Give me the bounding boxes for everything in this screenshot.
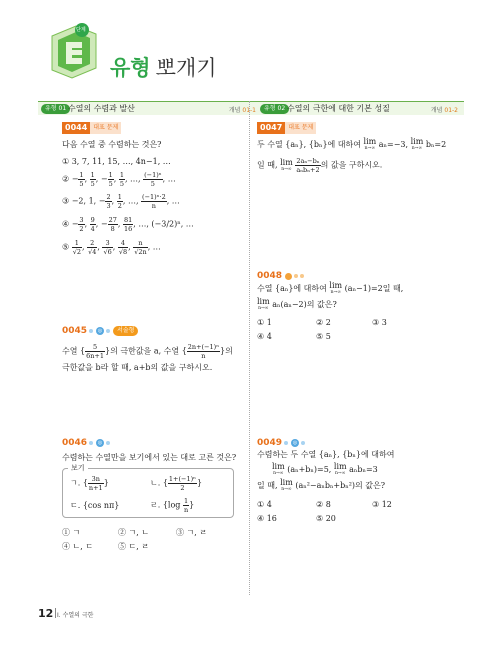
problem-tag-0045: 0045 ◎ 서술형 [62, 325, 138, 337]
section-title: 수열의 극한에 대한 기본 성질 [287, 104, 390, 113]
problem-tag-0048: 0048 [257, 270, 304, 282]
option-0049-3[interactable]: ③ 12 [372, 500, 392, 509]
difficulty-dot [284, 441, 288, 445]
option-0049-5[interactable]: ⑤ 20 [316, 514, 336, 523]
option-0044-5[interactable]: ⑤ $\frac{1}{√2}$ , $\frac{2}{√4}$ , $\frac{3}{√6}$ , $\frac{4}{√8}$ , $\frac{n}{√2n}$ , … [62, 239, 161, 256]
problem-tag-0047: 0047 대표 문제 [257, 122, 316, 134]
question-0045: 수열 { $\frac{5}{6n+1}$ }의 극한값을 a, 수열 { $\frac{\text{2n+(−1)ⁿ}}{n}$ }의 [62, 343, 233, 360]
difficulty-dot [301, 441, 305, 445]
bogi-item-1: ㄱ. { $\frac{3n}{n+1}$ } [70, 475, 109, 492]
difficulty-dot [106, 441, 110, 445]
medium-difficulty-icon: ◎ [97, 440, 103, 446]
medium-difficulty-icon: ◎ [97, 328, 103, 334]
difficulty-dot [89, 329, 93, 333]
section-ref: 개념 01-2 [430, 107, 458, 114]
option-0044-1[interactable]: ① 3, 7, 11, 15, …, 4n−1, … [62, 157, 171, 166]
stage-b-logo [46, 22, 104, 82]
question-0045-line2: 극한값을 b라 할 때, a+b의 값을 구하시오. [62, 363, 213, 372]
option-0048-4[interactable]: ④ 4 [257, 332, 272, 341]
section-pill: 유형 02 [260, 104, 289, 114]
bogi-label: 보기 [68, 463, 88, 473]
title-crush: 뽀개기 [155, 56, 217, 80]
section-bar-type02 [257, 101, 464, 115]
bogi-item-4: ㄹ. {log $\frac{1}{n}$ } [150, 497, 195, 514]
option-0046-1[interactable]: ① ㄱ [62, 528, 81, 537]
option-0048-2[interactable]: ② 2 [316, 318, 331, 327]
column-divider [249, 101, 250, 595]
option-0046-5[interactable]: ⑤ ㄷ, ㄹ [118, 542, 150, 551]
bogi-item-3: ㄷ. {cos nπ} [70, 501, 120, 510]
problem-tag-0046: 0046 ◎ [62, 437, 110, 449]
option-0049-2[interactable]: ② 8 [316, 500, 331, 509]
question-0049-line2: lim n→∞ (aₙ+bₙ)=5, lim n→∞ aₙbₙ=3 [272, 462, 378, 476]
easy-difficulty-icon [285, 273, 292, 280]
option-0044-2[interactable]: ② − $\frac{1}{5}$ , $\frac{1}{5}$ , − $\frac{1}{5}$ , $\frac{1}{5}$ , …, $\frac{\text{(−1)ⁿ}}{5}$ , … [62, 171, 176, 188]
chapter-title: Ⅰ. 수열의 극한 [57, 612, 94, 619]
question-0049-line1: 수렴하는 두 수열 {aₙ}, {bₙ}에 대하여 [257, 450, 395, 459]
option-0046-3[interactable]: ③ ㄱ, ㄹ [176, 528, 208, 537]
option-0044-4[interactable]: ④ − $\frac{3}{2}$ , $\frac{9}{4}$ , − $\frac{27}{8}$ , $\frac{81}{16}$ , …, (−3/2)ⁿ, … [62, 216, 194, 233]
option-0048-3[interactable]: ③ 3 [372, 318, 387, 327]
problem-tag-0044: 0044 대표 문제 [62, 122, 121, 134]
logo-badge: 단계 [76, 27, 86, 33]
question-0047-line1: 두 수열 {aₙ}, {bₙ}에 대하여 lim n→∞ aₙ=−3, lim n→∞ bₙ=2 [257, 137, 447, 151]
section-title: 수열의 수렴과 발산 [68, 104, 135, 113]
section-ref: 개념 01-1 [228, 107, 256, 114]
option-0046-2[interactable]: ② ㄱ, ㄴ [118, 528, 150, 537]
section-pill: 유형 01 [41, 104, 70, 114]
question-0044: 다음 수열 중 수렴하는 것은? [62, 140, 162, 149]
difficulty-dot [89, 441, 93, 445]
question-0049-line3: 일 때, lim n→∞ (aₙ²−aₙbₙ+bₙ²)의 값은? [257, 478, 386, 492]
page-title [110, 52, 217, 82]
section-bar-type01 [38, 101, 262, 115]
difficulty-dot [106, 329, 110, 333]
question-0046: 수렴하는 수열만을 보기에서 있는 대로 고른 것은? [62, 453, 237, 462]
option-0049-4[interactable]: ④ 16 [257, 514, 277, 523]
title-type: 유형 [110, 56, 151, 80]
medium-difficulty-icon: ◎ [292, 440, 298, 446]
option-0048-5[interactable]: ⑤ 5 [316, 332, 331, 341]
question-0048-line2: lim n→∞ aₙ(aₙ−2)의 값은? [257, 297, 337, 311]
descriptive-badge: 서술형 [113, 326, 138, 336]
option-0049-1[interactable]: ① 4 [257, 500, 272, 509]
bogi-item-2: ㄴ. { $\frac{\text{1+(−1)ⁿ}}{2}$ } [150, 475, 203, 492]
footer-divider [55, 608, 56, 618]
page-number: 12 [38, 607, 54, 620]
difficulty-dot [300, 274, 304, 278]
question-0047-line2: 일 때, lim n→∞ $\frac{\text{2aₙ−bₙ}}{\text{aₙbₙ+2}}$ 의 값을 구하시오. [257, 157, 383, 174]
difficulty-dot [294, 274, 298, 278]
option-0044-3[interactable]: ③ −2, 1, − $\frac{2}{3}$ , $\frac{1}{2}$ , …, $\frac{\text{(−1)ⁿ·2}}{n}$ , … [62, 193, 180, 210]
problem-tag-0049: 0049 ◎ [257, 437, 305, 449]
question-0048-line1: 수열 {aₙ}에 대하여 lim n→∞ (aₙ−1)=2일 때, [257, 281, 404, 295]
option-0046-4[interactable]: ④ ㄴ, ㄷ [62, 542, 94, 551]
option-0048-1[interactable]: ① 1 [257, 318, 272, 327]
